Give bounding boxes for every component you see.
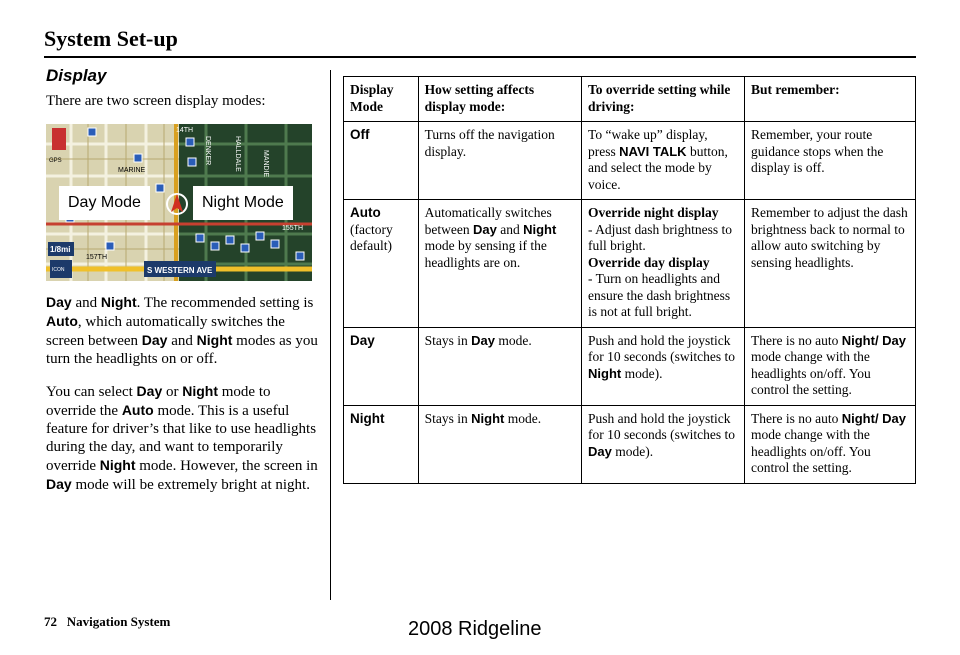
cell-override <box>582 200 745 328</box>
cell-mode <box>344 327 419 405</box>
mode-off: Off <box>350 127 370 142</box>
mode-sub: (factory default) <box>350 221 393 253</box>
page-footer <box>44 614 170 630</box>
text-run: Push and hold the joystick for 10 seconds (switches to <box>588 410 736 442</box>
text-run: mode. This is a useful feature for driver’s that like to use headlights during the day, and want to temporarily override <box>46 403 317 474</box>
term-auto: Auto <box>46 313 78 329</box>
term-day: Day <box>141 332 168 348</box>
street-label: MARINE <box>118 167 146 174</box>
text-run: mode will be extremely bright at night. <box>71 477 310 493</box>
col-header-override: To override setting while driving: <box>582 77 745 122</box>
cell-remember <box>745 327 916 405</box>
mode-night: Night <box>350 410 385 426</box>
text-run: mode. However, the screen in <box>135 458 318 474</box>
term-day: Day <box>46 476 72 492</box>
cell-mode <box>344 122 419 200</box>
gps-badge: GPS <box>49 158 62 164</box>
term-night: Night <box>471 410 505 426</box>
page-number: 72 <box>44 614 57 629</box>
col-header-remember: But remember: <box>745 77 916 122</box>
term-day: Day <box>472 221 497 237</box>
icon-badge: ICON <box>52 267 65 273</box>
street-label: DENKER <box>204 136 211 166</box>
cell-how: Turns off the navigation display. <box>418 122 581 200</box>
section-heading: Display <box>46 66 107 85</box>
text-run: mode. <box>504 410 542 426</box>
term-night: Night <box>100 294 137 310</box>
title-rule <box>44 56 916 58</box>
street-label: HALLDALE <box>234 136 241 172</box>
text-run: mode change with the headlights on/off. You control the setting. <box>751 427 871 475</box>
text-run: There is no auto <box>751 410 842 426</box>
page-title: System Set-up <box>44 26 178 51</box>
cell-override <box>582 327 745 405</box>
term-night-day: Night/ Day <box>841 332 907 348</box>
column-divider <box>330 70 331 600</box>
table-row <box>344 122 916 200</box>
cell-remember: Remember to adjust the dash brightness back to normal to allow auto switching by sensing headlights. <box>745 200 916 328</box>
text-run: mode to override the <box>46 384 271 419</box>
day-mode-label: Day Mode <box>59 186 150 220</box>
cell-mode <box>344 200 419 328</box>
left-column <box>46 66 318 508</box>
text-run: or <box>162 384 183 400</box>
term-night-day: Night/ Day <box>841 410 907 426</box>
map-scale: 1/8mi <box>50 245 71 254</box>
table-row <box>344 405 916 483</box>
night-mode-label: Night Mode <box>193 186 293 220</box>
text-run: Stays in <box>424 410 472 426</box>
display-mode-table-wrap <box>343 76 916 484</box>
text-run: You can select <box>46 384 137 400</box>
override-day-text: - Turn on headlights and ensure the dash brightness is not at full bright. <box>588 271 731 319</box>
text-run: button, and select the mode by voice. <box>588 143 728 192</box>
paragraph-override <box>46 382 318 494</box>
display-mode-table <box>343 76 916 484</box>
cell-remember <box>745 405 916 483</box>
override-night-heading: Override night display <box>588 205 719 220</box>
text-run: and <box>71 295 101 311</box>
term-day: Day <box>136 383 163 399</box>
table-row <box>344 200 916 328</box>
text-run: modes as you turn the headlights on or off. <box>46 333 318 367</box>
text-run: mode). <box>611 443 654 459</box>
col-header-how: How setting affects display mode: <box>418 77 581 122</box>
cell-how <box>418 327 581 405</box>
street-label: 14TH <box>176 127 194 134</box>
term-night: Night <box>182 383 218 399</box>
term-night: Night <box>588 365 622 381</box>
table-row <box>344 327 916 405</box>
term-day: Day <box>471 332 495 348</box>
street-label: 155TH <box>282 225 304 232</box>
footer-label: Navigation System <box>66 614 171 629</box>
text-run: To “wake up” display, press <box>588 127 708 159</box>
navi-talk-key: NAVI TALK <box>619 143 687 159</box>
mode-auto: Auto <box>350 205 381 220</box>
table-header-row <box>344 77 916 122</box>
term-day: Day <box>588 443 612 459</box>
map-screenshot <box>46 124 312 281</box>
text-run: mode. <box>494 332 532 348</box>
cell-override <box>582 405 745 483</box>
text-run: mode change with the headlights on/off. You control the setting. <box>751 349 871 397</box>
intro-text: There are two screen display modes: <box>46 93 266 109</box>
text-run: Stays in <box>424 332 472 348</box>
text-run: and <box>496 221 524 237</box>
override-day-heading: Override day display <box>588 254 710 270</box>
term-auto: Auto <box>121 402 154 418</box>
street-label: 157TH <box>86 254 108 261</box>
text-run: Push and hold the joystick for 10 seconds (switches to <box>588 332 736 364</box>
term-night: Night <box>99 457 136 473</box>
cell-how <box>418 405 581 483</box>
term-day: Day <box>46 294 72 310</box>
text-run: , which automatically switches the screen between <box>46 314 285 349</box>
road-name: S WESTERN AVE <box>147 266 213 275</box>
cell-override <box>582 122 745 200</box>
col-header-mode: Display Mode <box>344 77 419 122</box>
override-night-text: - Adjust dash brightness to full bright. <box>588 221 733 253</box>
text-run: mode). <box>621 365 663 381</box>
cell-remember: Remember, your route guidance stops when the display is off. <box>745 122 916 200</box>
mode-day: Day <box>350 332 375 348</box>
text-run: Automatically switches between <box>424 205 552 237</box>
text-run: and <box>167 333 197 349</box>
cell-mode <box>344 405 419 483</box>
term-night: Night <box>523 221 557 237</box>
cell-how <box>418 200 581 328</box>
term-night: Night <box>196 332 233 348</box>
street-label: MANDIE <box>262 150 269 178</box>
text-run: . The recommended setting is <box>136 295 314 311</box>
watermark: 2008 Ridgeline <box>408 618 542 640</box>
paragraph-modes <box>46 293 318 368</box>
text-run: mode by sensing if the headlights are on. <box>424 238 547 270</box>
text-run: There is no auto <box>751 332 842 348</box>
